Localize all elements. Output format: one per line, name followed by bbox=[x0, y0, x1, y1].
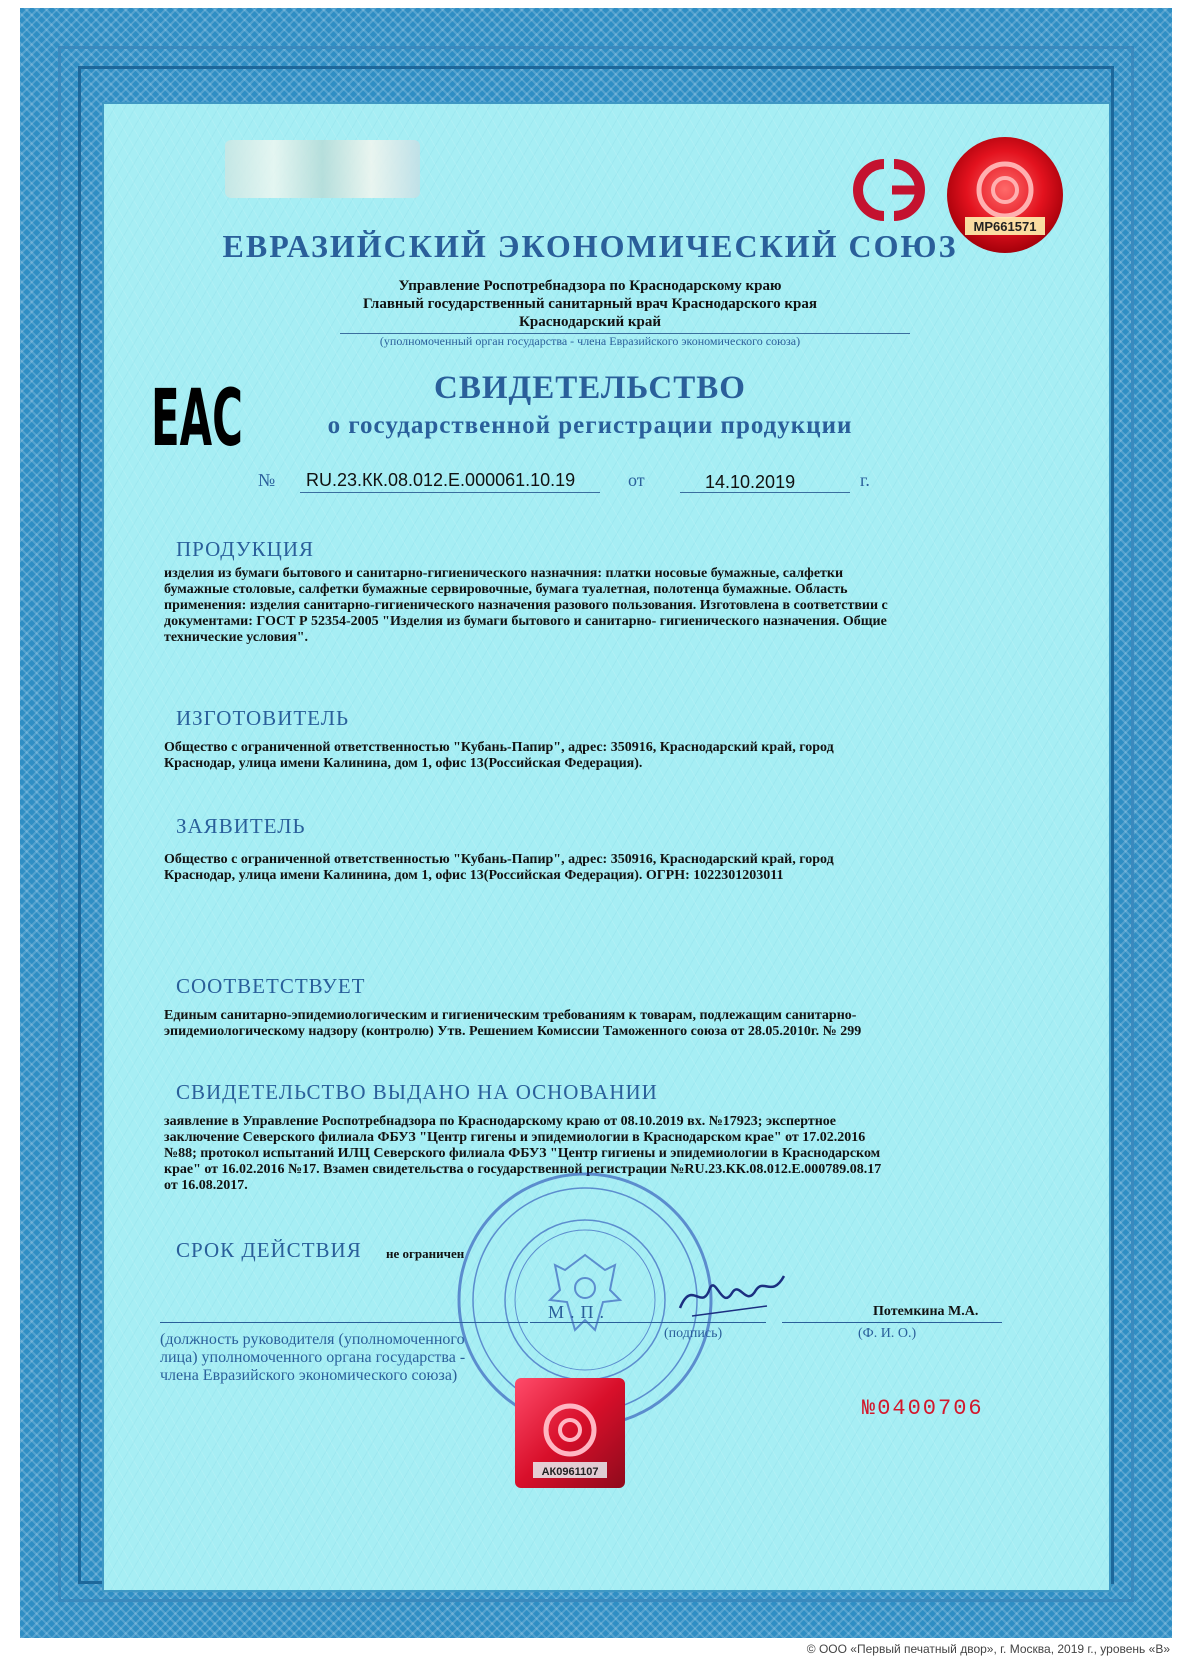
position-caption bbox=[160, 1331, 465, 1385]
stamp-place-label: М.П. bbox=[548, 1302, 611, 1322]
certificate-title: СВИДЕТЕЛЬСТВО bbox=[434, 370, 746, 406]
number-label: № bbox=[258, 470, 276, 490]
authority-line-2: Главный государственный санитарный врач Краснодарского края bbox=[363, 296, 817, 312]
authority-line-1: Управление Роспотребнадзора по Краснодарскому краю bbox=[398, 278, 782, 294]
hologram-code-top: МР661571 bbox=[973, 219, 1037, 234]
conforms-line: Единым санитарно-эпидемиологическим и гигиеническим требованиям к товарам, подлежащим санитарно- bbox=[164, 1008, 857, 1023]
hologram-strip bbox=[225, 140, 420, 198]
product-heading: ПРОДУКЦИЯ bbox=[176, 537, 315, 561]
fio-caption: (Ф. И. О.) bbox=[858, 1326, 917, 1341]
validity-value: не ограничен bbox=[386, 1246, 465, 1261]
product-line: применения: изделия санитарно-гигиенического назначения разового пользования. Изготовлена в соответствии с bbox=[164, 598, 888, 613]
applicant-text bbox=[164, 852, 1004, 884]
product-line: бумажные столовые, салфетки бумажные сервировочные, бумага туалетная, полотенца бумажные. Область bbox=[164, 582, 848, 597]
conforms-text bbox=[164, 1008, 1004, 1040]
hologram-code-bottom: АК0961107 bbox=[541, 1466, 599, 1478]
authority-caption: (уполномоченный орган государства - члена Евразийского экономического союза) bbox=[379, 334, 801, 348]
red-hologram-seal-bottom bbox=[515, 1378, 625, 1488]
signature-scribble bbox=[672, 1268, 792, 1323]
basis-line: крае" от 16.02.2016 №17. Взамен свидетельства о государственной регистрации №RU.23.КК.08.012.Е.000789.08.17 bbox=[164, 1162, 882, 1177]
manufacturer-text bbox=[164, 740, 1004, 772]
product-line: документами: ГОСТ Р 52354-2005 "Изделия из бумаги бытового и санитарно- гигиенического назначения. Общие bbox=[164, 614, 887, 629]
product-text bbox=[164, 566, 1004, 646]
signer-name: Потемкина М.А. bbox=[873, 1304, 979, 1319]
position-caption-line: (должность руководителя (уполномоченного bbox=[160, 1331, 465, 1348]
basis-line: №88; протокол испытаний ИЛЦ Северского филиала ФБУЗ "Центр гигиены и эпидемиологии в Краснодарском bbox=[164, 1146, 881, 1161]
product-line: технические условия". bbox=[164, 630, 309, 645]
position-caption-line: члена Евразийского экономического союза) bbox=[160, 1367, 458, 1384]
number-underline bbox=[300, 492, 600, 493]
applicant-line: Общество с ограниченной ответственностью "Кубань-Папир", адрес: 350916, Краснодарский край, город bbox=[164, 852, 834, 867]
conforms-line: эпидемиологическому надзору (контролю) Утв. Решением Комиссии Таможенного союза от 28.05.2010г. № 299 bbox=[164, 1024, 862, 1039]
basis-line: заявление в Управление Роспотребнадзора по Краснодарскому краю от 08.10.2019 вх. №17923; экспертное bbox=[164, 1114, 836, 1129]
certificate-date: 14.10.2019 bbox=[705, 472, 796, 492]
basis-heading: СВИДЕТЕЛЬСТВО ВЫДАНО НА ОСНОВАНИИ bbox=[176, 1080, 658, 1104]
conforms-heading: СООТВЕТСТВУЕТ bbox=[176, 974, 366, 998]
conformity-mark-logo bbox=[832, 150, 952, 230]
date-underline bbox=[680, 492, 850, 493]
certificate-subtitle: о государственной регистрации продукции bbox=[327, 412, 853, 439]
date-suffix: г. bbox=[860, 470, 870, 490]
basis-line: от 16.08.2017. bbox=[164, 1178, 248, 1193]
position-line bbox=[160, 1322, 528, 1323]
validity-heading: СРОК ДЕЙСТВИЯ bbox=[176, 1238, 362, 1262]
applicant-line: Краснодар, улица имени Калинина, дом 1, офис 13(Российская Федерация). ОГРН: 1022301203011 bbox=[164, 868, 784, 883]
name-line bbox=[782, 1322, 1002, 1323]
authority-line-3: Краснодарский край bbox=[519, 314, 661, 330]
applicant-heading: ЗАЯВИТЕЛЬ bbox=[176, 814, 306, 838]
eac-logo-text: EAC bbox=[151, 374, 243, 464]
union-title: ЕВРАЗИЙСКИЙ ЭКОНОМИЧЕСКИЙ СОЮЗ bbox=[222, 228, 958, 264]
printer-note: © ООО «Первый печатный двор», г. Москва, 2019 г., уровень «В» bbox=[806, 1642, 1170, 1656]
signature-caption: (подпись) bbox=[664, 1326, 723, 1341]
signature-line bbox=[530, 1322, 766, 1323]
manufacturer-line: Краснодар, улица имени Калинина, дом 1, офис 13(Российская Федерация). bbox=[164, 756, 643, 771]
certificate-number: RU.23.КК.08.012.Е.000061.10.19 bbox=[306, 470, 576, 490]
product-line: изделия из бумаги бытового и санитарно-гигиенического назначния: платки носовые бумажные, салфетки bbox=[164, 566, 844, 581]
basis-line: заключение Северского филиала ФБУЗ "Центр гигены и эпидемиологии в Краснодарском крае" от 17.02.2016 bbox=[164, 1130, 866, 1145]
position-caption-line: лица) уполномоченного органа государства - bbox=[160, 1349, 466, 1366]
manufacturer-line: Общество с ограниченной ответственностью "Кубань-Папир", адрес: 350916, Краснодарский край, город bbox=[164, 740, 834, 755]
serial-number: №0400706 bbox=[862, 1396, 984, 1421]
date-prefix: от bbox=[628, 470, 645, 490]
manufacturer-heading: ИЗГОТОВИТЕЛЬ bbox=[176, 706, 350, 730]
